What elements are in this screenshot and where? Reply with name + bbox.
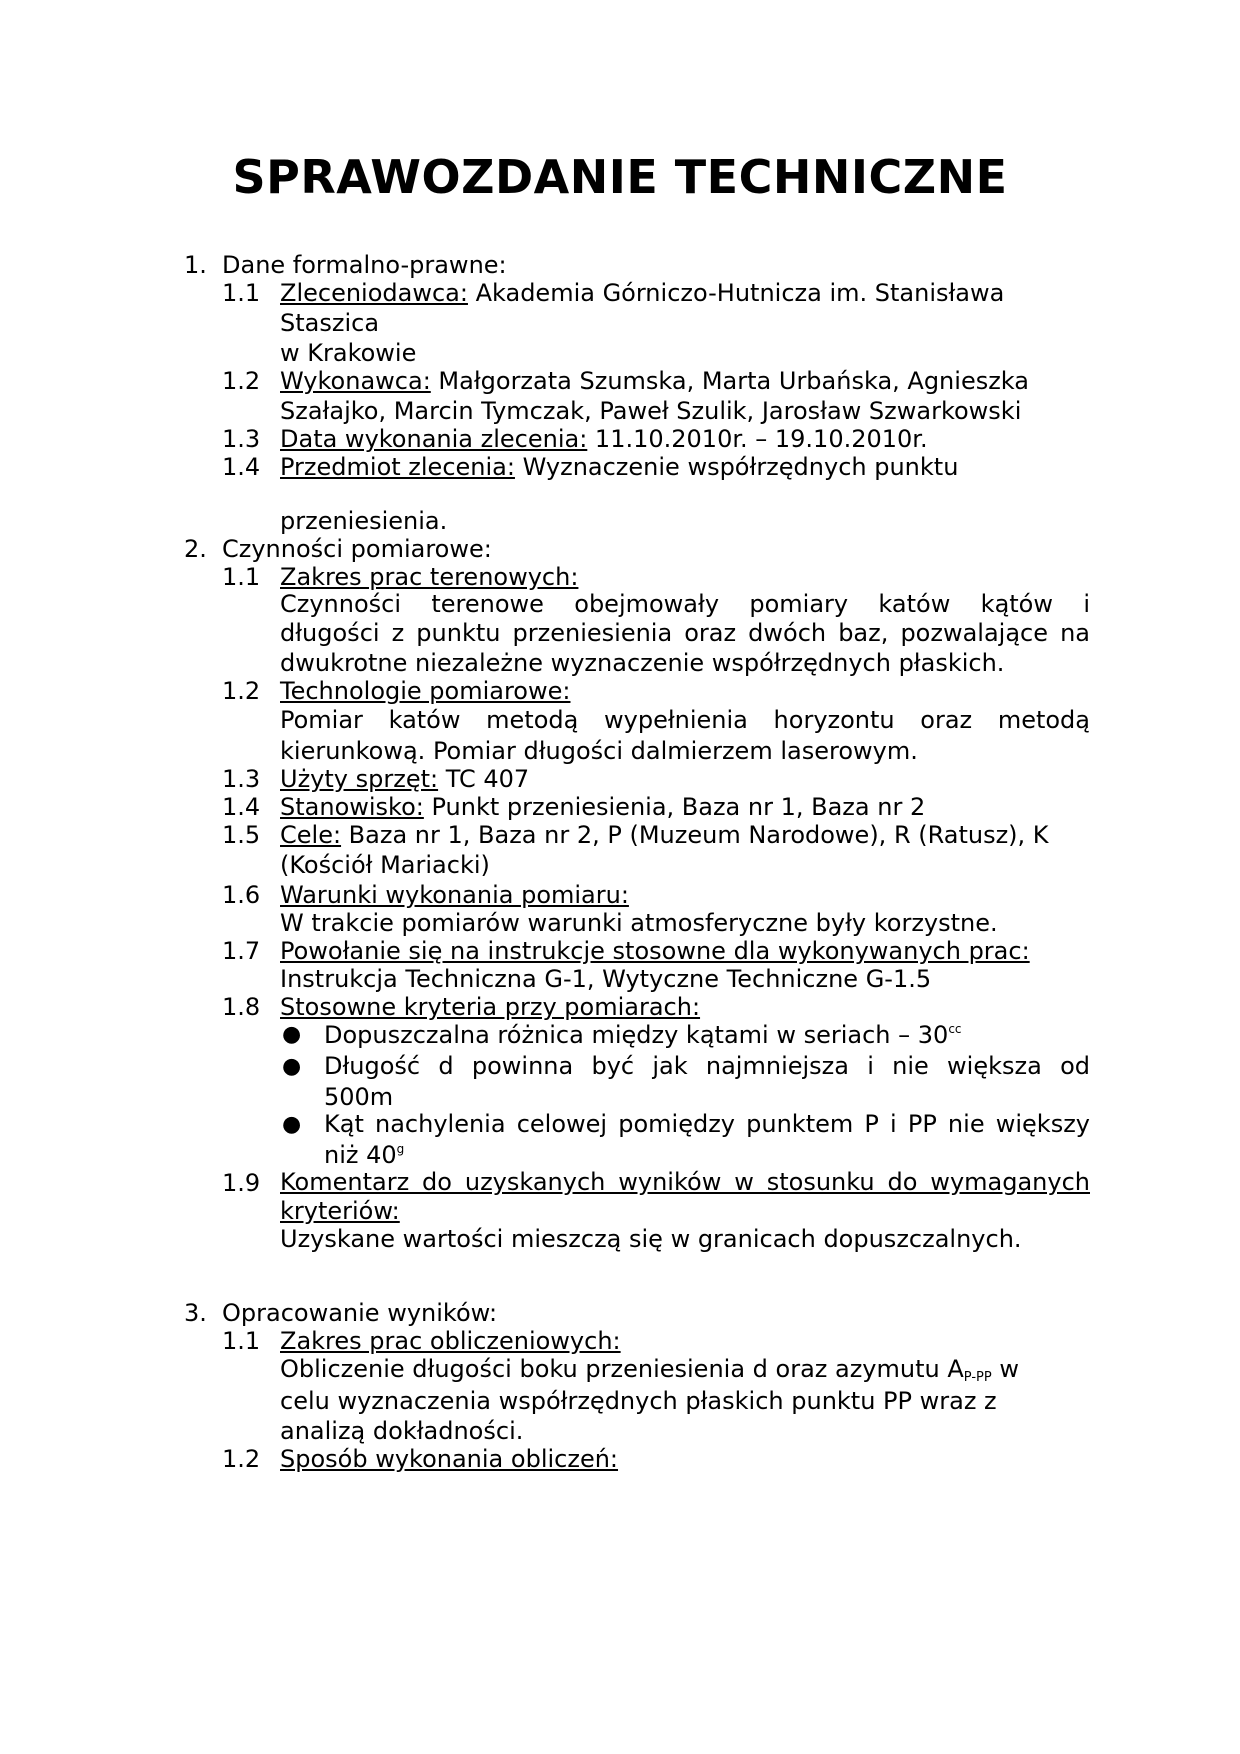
item-2-9-number: 1.9 <box>222 1169 261 1197</box>
comment-label-line-1: Komentarz do uzyskanych wyników w stosunku do wymaganych <box>280 1168 1090 1196</box>
technology-line-2: kierunkową. Pomiar długości dalmierzem laserowym. <box>280 737 918 765</box>
criteria-item-2-line-1: Długość d powinna być jak najmniejsza i nie większa od <box>324 1052 1090 1080</box>
criteria-item-1-text: Dopuszczalna różnica między kątami w seriach – 30 <box>324 1021 949 1049</box>
client-label: Zleceniodawca: <box>280 279 468 307</box>
criteria-label: Stosowne kryteria przy pomiarach: <box>280 993 701 1021</box>
section-3-number: 3. <box>184 1299 207 1327</box>
item-3-2-number: 1.2 <box>222 1445 261 1473</box>
item-3-1-number: 1.1 <box>222 1327 261 1355</box>
section-2-heading: Czynności pomiarowe: <box>222 535 492 563</box>
azimuth-subscript: P-PP <box>963 1370 992 1385</box>
item-2-6-number: 1.6 <box>222 881 261 909</box>
computation-line-2: celu wyznaczenia współrzędnych płaskich punktu PP wraz z <box>280 1387 997 1415</box>
item-2-5-number: 1.5 <box>222 821 261 849</box>
client-value-line-3: w Krakowie <box>280 339 417 367</box>
equipment-value: TC 407 <box>438 765 530 793</box>
bullet-icon: ● <box>282 1112 302 1137</box>
document-title: SPRAWOZDANIE TECHNICZNE <box>232 150 1008 204</box>
station-label: Stanowisko: <box>280 793 424 821</box>
item-2-8-number: 1.8 <box>222 993 261 1021</box>
subject-label: Przedmiot zlecenia: <box>280 453 515 481</box>
equipment-label: Użyty sprzęt: <box>280 765 439 793</box>
targets-label: Cele: <box>280 821 342 849</box>
method-label: Sposób wykonania obliczeń: <box>280 1445 619 1473</box>
item-2-3-line <box>280 764 529 794</box>
section-3-heading: Opracowanie wyników: <box>222 1299 498 1327</box>
date-label: Data wykonania zlecenia: <box>280 425 588 453</box>
date-value: 11.10.2010r. – 19.10.2010r. <box>587 425 928 453</box>
item-2-4-number: 1.4 <box>222 793 261 821</box>
item-2-7-number: 1.7 <box>222 937 261 965</box>
bullet-icon: ● <box>282 1022 302 1047</box>
computation-line-1-end: w <box>991 1355 1019 1383</box>
station-value: Punkt przeniesienia, Baza nr 1, Baza nr 2 <box>423 793 926 821</box>
section-1-heading: Dane formalno-prawne: <box>222 251 507 279</box>
item-1-3-line <box>280 424 928 454</box>
contractor-value-line-2: Szałajko, Marcin Tymczak, Paweł Szulik, Jarosław Szwarkowski <box>280 397 1022 425</box>
criteria-item-3-line-2 <box>324 1140 404 1170</box>
computation-line-1-text: Obliczenie długości boku przeniesienia d oraz azymutu A <box>280 1355 964 1383</box>
field-work-line-3: dwukrotne niezależne wyznaczenie współrzędnych płaskich. <box>280 649 1005 677</box>
field-work-label: Zakres prac terenowych: <box>280 563 579 591</box>
computation-line-3: analizą dokładności. <box>280 1417 524 1445</box>
bullet-icon: ● <box>282 1054 302 1079</box>
item-1-1-line <box>280 278 1004 308</box>
section-1-number: 1. <box>184 251 207 279</box>
targets-value: Baza nr 1, Baza nr 2, P (Muzeum Narodowe), R (Ratusz), K <box>341 821 1049 849</box>
criteria-item-1 <box>324 1020 962 1050</box>
contractor-label: Wykonawca: <box>280 367 431 395</box>
technology-label: Technologie pomiarowe: <box>280 677 571 705</box>
criteria-item-3-text: niż 40 <box>324 1141 397 1169</box>
item-1-4-line <box>280 452 958 482</box>
field-work-line-1: Czynności terenowe obejmowały pomiary katów kątów i <box>280 590 1090 618</box>
section-2-number: 2. <box>184 535 207 563</box>
client-value: Akademia Górniczo-Hutnicza im. Stanisława <box>467 279 1005 307</box>
computation-line-1 <box>280 1354 1019 1384</box>
criteria-item-3-unit: g <box>396 1142 405 1156</box>
item-1-4-number: 1.4 <box>222 453 261 481</box>
item-2-4-line <box>280 792 925 822</box>
comment-value: Uzyskane wartości mieszczą się w granicach dopuszczalnych. <box>280 1225 1022 1253</box>
criteria-item-3-line-1: Kąt nachylenia celowej pomiędzy punktem P i PP nie większy <box>324 1110 1090 1138</box>
criteria-item-2-line-2: 500m <box>324 1083 394 1111</box>
subject-value-line-2: przeniesienia. <box>280 507 448 535</box>
criteria-item-1-unit: cc <box>948 1022 962 1036</box>
instructions-value: Instrukcja Techniczna G-1, Wytyczne Techniczne G-1.5 <box>280 965 932 993</box>
item-1-3-number: 1.3 <box>222 425 261 453</box>
technology-line-1: Pomiar katów metodą wypełnienia horyzontu oraz metodą <box>280 706 1090 734</box>
conditions-value: W trakcie pomiarów warunki atmosferyczne były korzystne. <box>280 909 998 937</box>
client-value-line-2: Staszica <box>280 309 380 337</box>
contractor-value: Małgorzata Szumska, Marta Urbańska, Agnieszka <box>430 367 1029 395</box>
item-2-2-number: 1.2 <box>222 677 261 705</box>
field-work-line-2: długości z punktu przeniesienia oraz dwóch baz, pozwalające na <box>280 619 1090 647</box>
instructions-label: Powołanie się na instrukcje stosowne dla wykonywanych prac: <box>280 937 1030 965</box>
item-1-2-number: 1.2 <box>222 367 261 395</box>
computation-label: Zakres prac obliczeniowych: <box>280 1327 621 1355</box>
item-1-2-line <box>280 366 1029 396</box>
item-2-1-number: 1.1 <box>222 563 261 591</box>
targets-value-line-2: (Kościół Mariacki) <box>280 851 490 879</box>
comment-label-line-2: kryteriów: <box>280 1197 400 1225</box>
conditions-label: Warunki wykonania pomiaru: <box>280 881 629 909</box>
subject-value: Wyznaczenie współrzędnych punktu <box>514 453 959 481</box>
item-2-5-line <box>280 820 1049 850</box>
item-1-1-number: 1.1 <box>222 279 261 307</box>
item-2-3-number: 1.3 <box>222 765 261 793</box>
